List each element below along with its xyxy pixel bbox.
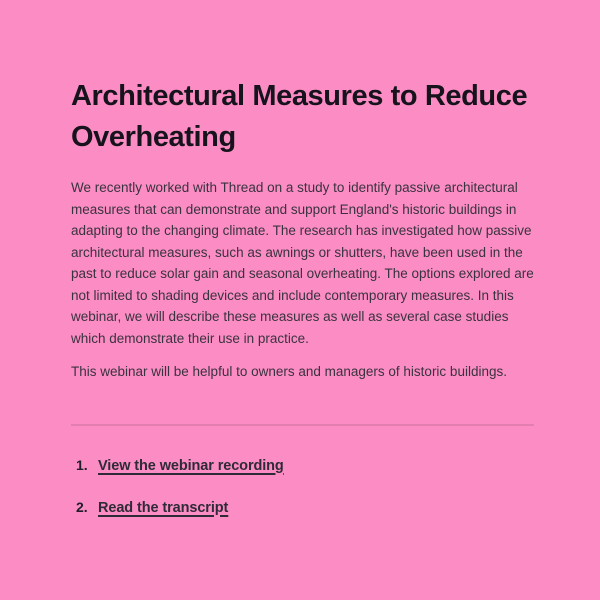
- divider: [71, 424, 534, 426]
- list-item: [76, 455, 534, 476]
- audience-paragraph: This webinar will be helpful to owners and managers of historic buildings.: [71, 364, 507, 379]
- webinar-links-list: [71, 455, 534, 518]
- list-number: 2.: [76, 498, 88, 515]
- article-content: [71, 0, 534, 518]
- list-item: [76, 497, 534, 518]
- page-title: Architectural Measures to Reduce Overheating: [71, 80, 528, 153]
- intro-paragraph: We recently worked with Thread on a study to identify passive architectural measures that can demonstrate and support England's historic buildings in adapting to the changing climate. The research has investigated how passive architectural measures, such as awnings or shutters, have been used in the past to reduce solar gain and seasonal overheating. The options explored are not limited to shading devices and include contemporary measures. In this webinar, we will describe these measures as well as several case studies which demonstrate their use in practice.: [71, 180, 534, 346]
- webinar-recording-link[interactable]: View the webinar recording: [98, 457, 284, 474]
- list-number: 1.: [76, 456, 88, 473]
- transcript-link[interactable]: Read the transcript: [98, 499, 229, 516]
